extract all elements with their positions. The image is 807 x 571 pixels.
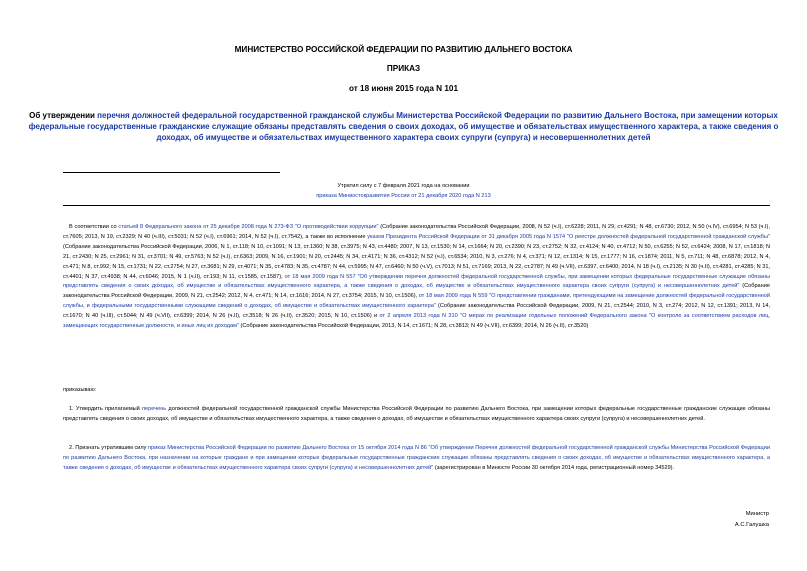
item-text: должностей федеральной государственной гражданской службы Министерства Российской Федерации по развитию Дальнего Востока, при замещении которых федеральные государственные гражданские служащие обязаны представлять сведения о своих доходах, об имуществе и обязательствах имущественного характера, а также сведения о доходах, об имуществе и обязательствах имущественного характера своих супруги (супруга) и несовершеннолетних детей.: [63, 406, 770, 422]
preamble-text: (Собрание законодательства Российской Федерации, 2009, N 21, ст.2542; 2012, N 4, ст.471; N 14, ст.1616; 2014, N 27, ст.3754; 2015, N 10, ст.1506),: [63, 283, 770, 300]
order-item-2: [63, 444, 770, 474]
preamble-text: (Собрание законодательства Российской Федерации, 2008, N 52 (ч.I), ст.6228; 2011, N 29, ст.4291; N 48, ст.6730; 2012, N 50 (ч.IV), ст.6954; N 53 (ч.I), ст.7605; 2013, N 19, ст.2329; N 40 (ч.III), ст.5031; N 52 (ч.I), ст.6961; 2014, N 52 (ч.I), ст.7542), а также во исполнение: [63, 224, 770, 240]
list-link[interactable]: перечень: [142, 406, 167, 412]
order-word: приказываю:: [63, 387, 97, 393]
title-prefix: Об утверждении: [29, 111, 98, 120]
decree-557-link[interactable]: от 18 мая 2009 года N 557 "Об утверждении перечня должностей федеральной государственной службы, при замещении которых федеральные государственные служащие обязаны представлять сведения о своих доходах, об имуществе и обязательствах имущественного характера, а также сведения о доходах, об имуществе и обязательствах имущественного характера своих супруги (супруга) и несовершеннолетних детей": [63, 273, 770, 290]
document-type: ПРИКАЗ: [386, 64, 421, 73]
status-line-1: Утратил силу с 7 февраля 2021 года на основании: [337, 183, 470, 189]
status-bottom-rule: [63, 205, 770, 206]
preamble-text: (Собрание законодательства Российской Федерации, 2009, N 21, ст.2544; 2010, N 3, ст.274; 2012, N 12, ст.1391; 2013, N 14, ст.1670; N 40 (ч.III), ст.5044; N 49 (ч.VII), ст.6399; 2014, N 26 (ч.II), ст.3518; N 26 (ч.II), ст.3520; 2015, N 10, ст.1506) и: [63, 303, 770, 320]
status-link[interactable]: приказа Минвостокразвития России от 21 декабря 2020 года N 213: [316, 193, 491, 199]
ministry-name: МИНИСТЕРСТВО РОССИЙСКОЙ ФЕДЕРАЦИИ ПО РАЗВИТИЮ ДАЛЬНЕГО ВОСТОКА: [234, 45, 573, 54]
status-line-2: [0, 191, 807, 201]
signature-position: Министр: [745, 511, 769, 517]
law-273-link[interactable]: статьей 8 Федерального закона от 25 декабря 2008 года N 273-ФЗ "О противодействии коррупции": [118, 224, 379, 230]
document-date-number: от 18 июня 2015 года N 101: [348, 84, 459, 93]
signature-name: А.С.Галушка: [734, 522, 769, 528]
title-link[interactable]: перечня должностей федеральной государственной гражданской службы Министерства Российской Федерации по развитию Дальнего Востока, при замещении которых федеральные государственные гражданские служащие обязаны представлять сведения о своих доходах, об имуществе и обязательствах имущественного характера, а также сведения о доходах, об имуществе и обязательствах имущественного характера своих супруги (супруга) и несовершеннолетних детей: [28, 111, 779, 142]
preamble-paragraph: [63, 223, 770, 332]
decree-1574-link[interactable]: указов Президента Российской Федерации от 31 декабря 2005 года N 1574 "О реестре должностей федеральной государственной гражданской службы": [367, 233, 770, 240]
separator-line: [63, 172, 280, 173]
item-text: (зарегистрирован в Минюсте России 30 октября 2014 года, регистрационный номер 34529).: [433, 464, 675, 471]
preamble-text: (Собрание законодательства Российской Федерации, 2013, N 14, ст.1671; N 28, ст.3813; N 49 (ч.VII), ст.6399; 2014, N 26 (ч.II), ст.3520): [238, 323, 589, 330]
decree-310-link[interactable]: от 2 апреля 2013 года N 310 "О мерах по реализации отдельных положений Федерального закона "О контроле за соответствием расходов лиц, замещающих государственные должности, и иных лиц их доходам": [63, 313, 770, 330]
preamble-text: (Собрание законодательства Российской Федерации, 2006, N 1, ст.118; N 10, ст.1091; N 13, ст.1360; N 38, ст.3975; N 43, ст.4480; 2007, N 13, ст.1530; N 14, ст.1664; N 20, ст.2390; N 23, ст.2752; N 32, ст.4124; N 40, ст.4712; N 50, ст.6255; N 52, ст.6424; 2008, N 17, ст.1818; N 21, ст.2430; N 25, ст.2961; N 31, ст.3701; N 49, ст.5763; N 52 (ч.I), ст.6363; 2009, N 16, ст.1901; N 20, ст.2445; N 34, ст.4171; N 36, ст.4312; N 52 (ч.I), ст.6534; 2010, N 3, ст.276; N 4, ст.371; N 12, ст.1314; N 15, ст.1777; N 16, ст.1874; 2011, N 5, ст.711; N 48, ст.6878; 2012, N 4, ст.471; N 8, ст.992; N 15, ст.1731; N 22, ст.2754; N 27, ст.3681; N 29, ст.4071; N 35, ст.4783; N 35, ст.4787; N 44, ст.5995; N 47, ст.6460; N 50 (ч.V), ст.7013; N 51, ст.7169; 2013, N 22, ст.2787; N 49 (ч.VII), ст.6397, ст.6400; 2014, N 18 (ч.I), ст.2135; N 30 (ч.II), ст.4281, ст.4285; N 31, ст.4401; N 37, ст.4938; N 44, ст.6046; 2015, N 1 (ч.II), ст.193; N 11, ст.1585, ст.1587),: [63, 243, 770, 280]
item-text: 1. Утвердить прилагаемый: [69, 406, 143, 412]
order-86-link[interactable]: приказ Министерства Российской Федерации по развитию Дальнего Востока от 15 октября 2014 года N 86 "Об утверждении Перечня должностей федеральной государственной гражданской службы Министерства Российской Федерации по развитию Дальнего Востока, при назначении на которые граждане и при замещении которых федеральные государственные гражданские служащие обязаны представлять сведения о своих доходах, об имуществе и обязательствах имущественного характера, а также сведения о доходах, об имуществе и обязательствах имущественного характера своих супруги (супруга) и несовершеннолетних детей": [63, 445, 770, 471]
document-title: [20, 110, 787, 143]
item-text: 2. Признать утратившим силу: [69, 445, 149, 451]
decree-559-link[interactable]: от 18 мая 2009 года N 559 "О представлении гражданами, претендующими на замещение должностей федеральной государственной службы, и федеральными государственными служащими сведений о доходах, об имуществе и обязательствах имущественного характера": [63, 293, 770, 310]
preamble-text: В соответствии со: [69, 224, 119, 230]
order-item-1: [63, 405, 770, 425]
